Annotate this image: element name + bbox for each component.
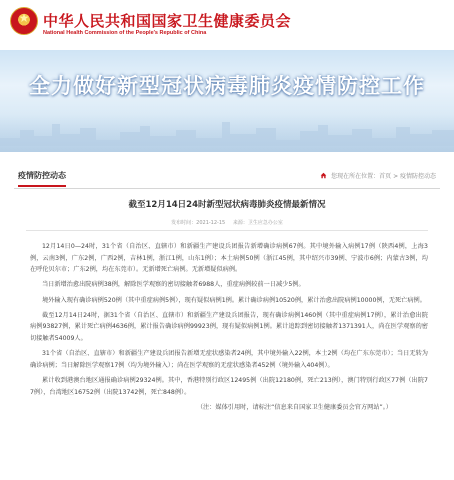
org-name-en: National Health Commission of the People's Republic of China bbox=[43, 30, 207, 36]
media-note: （注：媒体引用时，请标注“信息来自国家卫生健康委员会官方网站”。） bbox=[196, 403, 392, 411]
org-name-cn[interactable]: 中华人民共和国国家卫生健康委员会 bbox=[43, 12, 292, 30]
section-tab[interactable]: 疫情防控动态 bbox=[18, 170, 66, 187]
publish-date: 发布时间：2021-12-15 bbox=[171, 220, 226, 226]
title-divider bbox=[26, 230, 428, 231]
skyline-decoration bbox=[0, 116, 454, 146]
article-paragraph: 累计收到港澳台地区通报确诊病例29324例。其中，香港特别行政区12495例（出院12180例，死亡213例），澳门特别行政区77例（出院77例），台湾地区16752例（出院13742例，死亡848例）。 bbox=[30, 376, 428, 396]
site-header bbox=[0, 0, 454, 50]
banner bbox=[0, 50, 454, 152]
article-paragraph: 12月14日0—24时，31个省（自治区、直辖市）和新疆生产建设兵团报告新增确诊病例67例。其中境外输入病例17例（陕西4例，上海3例，云南3例，广东2例，广西2例，吉林1例，浙江1例，山东1例）；本土病例50例（浙江45例，其中绍兴市39例、宁波市6例；内蒙古3例，均在呼伦贝尔市；广东2例，均在东莞市）。无新增死亡病例。无新增疑似病例。 bbox=[30, 243, 428, 274]
article-body bbox=[30, 241, 428, 417]
article-paragraph: 31个省（自治区、直辖市）和新疆生产建设兵团报告新增无症状感染者24例，其中境外输入22例，本土2例（均在广东东莞市）；当日无转为确诊病例；当日解除医学观察17例（均为境外输入）；尚在医学观察的无症状感染者452例（境外输入404例）。 bbox=[30, 350, 428, 369]
article-source: 来源：卫生应急办公室 bbox=[232, 220, 283, 226]
article-paragraph: 截至12月14日24时，据31个省（自治区、直辖市）和新疆生产建设兵团报告，现有确诊病例1460例（其中重症病例17例），累计治愈出院病例93827例，累计死亡病例4636例，累计报告确诊病例99923例，现有疑似病例1例。累计追踪到密切接触者1371391人，尚在医学观察的密切接触者54009人。 bbox=[30, 311, 428, 342]
national-emblem-icon[interactable] bbox=[10, 7, 38, 35]
breadcrumb-text[interactable]: 您现在所在位置：首页 > 疫情防控动态 bbox=[331, 173, 436, 180]
article-meta bbox=[0, 219, 454, 226]
article-paragraph: 境外输入现有确诊病例520例（其中重症病例5例），现有疑似病例1例。累计确诊病例10520例，累计治愈出院病例10000例，无死亡病例。 bbox=[42, 296, 426, 304]
article-paragraph: 当日新增治愈出院病例38例，解除医学观察的密切接触者6988人，重症病例较前一日减少5例。 bbox=[42, 281, 305, 289]
banner-title: 全力做好新型冠状病毒肺炎疫情防控工作 bbox=[29, 74, 425, 98]
section-bar bbox=[14, 163, 440, 189]
home-icon bbox=[320, 172, 327, 179]
breadcrumb bbox=[320, 171, 436, 180]
article-title: 截至12月14日24时新型冠状病毒肺炎疫情最新情况 bbox=[128, 200, 326, 210]
